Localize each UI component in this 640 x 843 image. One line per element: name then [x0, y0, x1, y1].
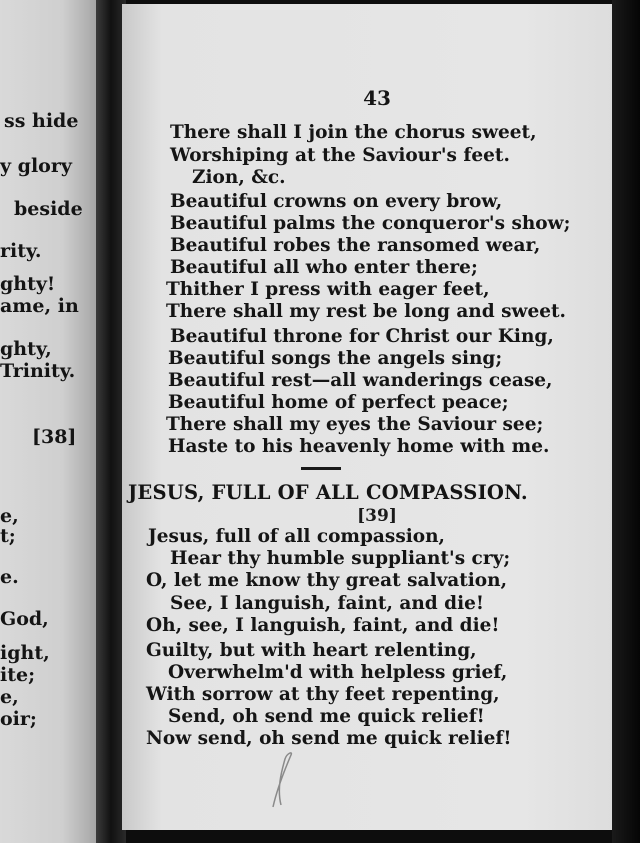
- page-edge-shadow: [612, 0, 640, 843]
- left-line: e,: [0, 686, 19, 708]
- left-line: ight,: [0, 642, 50, 664]
- left-line: t;: [0, 525, 16, 547]
- verse-line: Beautiful palms the conqueror's show;: [170, 213, 571, 234]
- hymn-title: JESUS, FULL OF ALL COMPASSION.: [128, 481, 528, 504]
- left-line: e.: [0, 566, 19, 588]
- pencil-mark-icon: [267, 749, 297, 809]
- left-line: e,: [0, 505, 19, 527]
- verse-line: Beautiful home of perfect peace;: [168, 392, 509, 413]
- verse-line: With sorrow at thy feet repenting,: [146, 684, 500, 705]
- right-page: [122, 4, 622, 830]
- left-line: [38]: [32, 426, 77, 448]
- verse-line: Overwhelm'd with helpless grief,: [168, 662, 508, 683]
- left-line: ite;: [0, 664, 36, 686]
- verse-line: Beautiful robes the ransomed wear,: [170, 235, 541, 256]
- verse-line: O, let me know thy great salvation,: [146, 570, 508, 591]
- verse-line: Worshiping at the Saviour's feet.: [170, 145, 510, 166]
- verse-line: Jesus, full of all compassion,: [148, 526, 446, 547]
- verse-line: Send, oh send me quick relief!: [168, 706, 485, 727]
- verse-line: There shall my eyes the Saviour see;: [166, 414, 544, 435]
- verse-line: Now send, oh send me quick relief!: [146, 728, 512, 749]
- left-facing-page: [0, 0, 104, 843]
- left-line: ame, in: [0, 295, 79, 317]
- page-number: 43: [363, 86, 391, 110]
- verse-line: There shall my rest be long and sweet.: [166, 301, 566, 322]
- left-line: ghty!: [0, 273, 56, 295]
- verse-line: Thither I press with eager feet,: [166, 279, 490, 300]
- left-line: ss hide: [4, 110, 79, 132]
- verse-line: See, I languish, faint, and die!: [170, 593, 485, 614]
- left-line: God,: [0, 608, 49, 630]
- left-line: Trinity.: [0, 360, 76, 382]
- verse-line: Guilty, but with heart relenting,: [146, 640, 477, 661]
- left-line: beside: [14, 198, 83, 220]
- verse-line: Haste to his heavenly home with me.: [168, 436, 550, 457]
- left-line: y glory: [0, 155, 72, 177]
- verse-line: Beautiful rest—all wanderings cease,: [168, 370, 553, 391]
- verse-line: Oh, see, I languish, faint, and die!: [146, 615, 500, 636]
- verse-line: There shall I join the chorus sweet,: [170, 122, 537, 143]
- hymn-number: [39]: [357, 506, 397, 526]
- verse-line: Beautiful all who enter there;: [170, 257, 478, 278]
- verse-line: Hear thy humble suppliant's cry;: [170, 548, 511, 569]
- verse-line: Beautiful songs the angels sing;: [168, 348, 503, 369]
- section-divider: [301, 467, 341, 470]
- verse-line: Beautiful throne for Christ our King,: [170, 326, 554, 347]
- left-line: rity.: [0, 240, 42, 262]
- verse-line: Beautiful crowns on every brow,: [170, 191, 503, 212]
- verse-line: Zion, &c.: [192, 167, 286, 188]
- left-line: oir;: [0, 708, 37, 730]
- left-line: ghty,: [0, 338, 52, 360]
